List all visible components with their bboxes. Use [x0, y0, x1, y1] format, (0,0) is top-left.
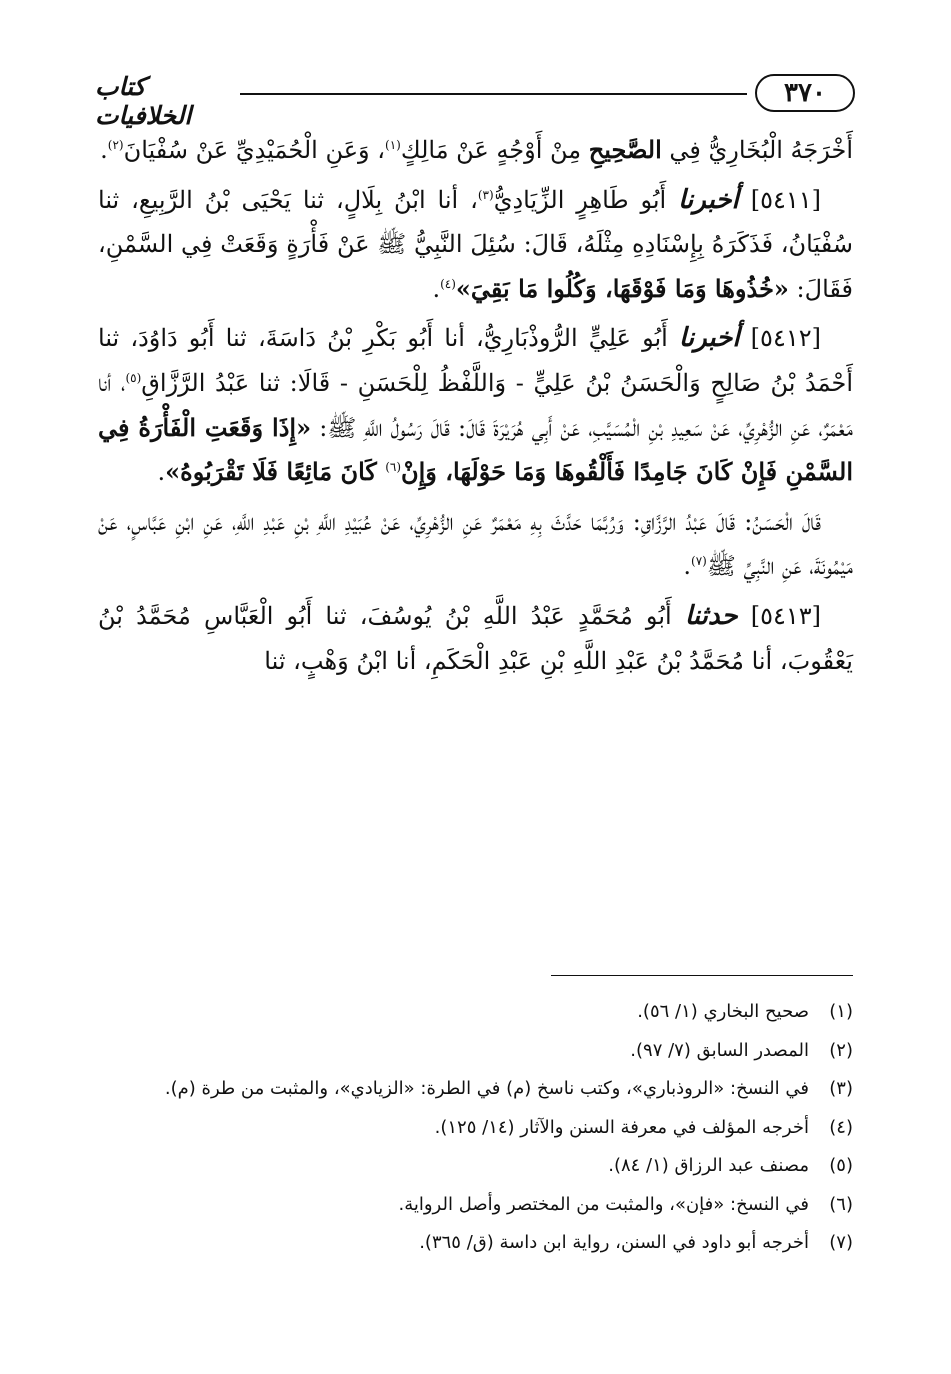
footnote-ref[interactable]: (٣): [477, 187, 494, 202]
footnote-text: في النسخ: «فإن»، والمثبت من المختصر وأصل الرواية.: [398, 1193, 809, 1215]
hadith-number: [٥٤١١]: [750, 185, 821, 214]
footnote-number: (٣): [829, 1078, 853, 1099]
paragraph-3: [98, 316, 853, 494]
footnote-text: مصنف عبد الرزاق (١/ ٨٤).: [608, 1155, 809, 1176]
book-title-bold: الصَّحِيحِ: [588, 135, 662, 164]
paragraph-text: ، أنا ابْنُ بِلَالٍ، ثنا يَحْيَى بْنُ الرَّبِيعِ، ثنا سُفْيَانُ، فَذَكَرَهُ بِإِسْنَادِهِ مِثْلَهُ، قَالَ: سُئِلَ النَّبِيُّ ﷺ عَنْ فَأْرَةٍ وَقَعَتْ فِي السَّمْنِ، فَقَالَ:: [98, 185, 853, 303]
footnote-number: (٢): [829, 1039, 853, 1061]
page-number: ٣٧٠: [755, 74, 855, 112]
footnote-text: المصدر السابق (٧/ ٩٧).: [630, 1039, 809, 1061]
footnote-separator: [551, 975, 853, 976]
footnote-ref[interactable]: (١): [385, 138, 401, 152]
hadith-number: [٥٤١٢]: [750, 324, 821, 353]
footnote-number: (٤): [829, 1116, 853, 1138]
footnote-ref[interactable]: (٥): [125, 370, 142, 385]
footnote-text: في النسخ: «الروذباري»، وكتب ناسخ (م) في الطرة: «الزيادي»، والمثبت من طرة (م).: [164, 1078, 809, 1099]
footnotes: [98, 1000, 853, 1270]
hadith-text-bold: كَانَ مَائِعًا فَلَا تَقْرَبُوهُ»: [165, 457, 386, 487]
paragraph-text: مِنْ أَوْجُهٍ عَنْ مَالِكٍ: [400, 136, 589, 164]
paragraph-2: [98, 178, 853, 312]
footnote-item: [98, 1193, 853, 1232]
paragraph-text: أَخْرَجَهُ الْبُخَارِيُّ فِي: [661, 136, 853, 164]
paragraph-text: .: [683, 552, 692, 581]
footnote-number: (٦): [829, 1193, 853, 1215]
chain-word: أخبرنا: [678, 184, 739, 215]
header-rule: [240, 93, 747, 95]
paragraph-text: أَبُو عَلِيٍّ الرُّوذْبَارِيُّ، أنا أَبُو بَكْرِ بْنُ دَاسَةَ، ثنا أَبُو دَاوُدَ، ثنا أَحْمَدُ بْنُ صَالِحٍ وَالْحَسَنُ بْنُ عَلِيٍّ - وَاللَّفْظُ لِلْحَسَنِ - قَالَا: ثنا عَبْدُ الرَّزَّاقِ: [98, 324, 853, 397]
main-text: [98, 128, 853, 688]
paragraph-text: .: [100, 136, 108, 164]
paragraph-text: ، وَعَنِ الْحُمَيْدِيِّ عَنْ سُفْيَانَ: [123, 136, 386, 164]
paragraph-text: .: [157, 458, 166, 487]
footnote-item: [98, 1000, 853, 1039]
footnote-text: أخرجه المؤلف في معرفة السنن والآثار (١٤/ ١٢٥).: [434, 1116, 809, 1138]
footnote-number: (١): [829, 1001, 853, 1022]
footnote-ref[interactable]: (٦): [385, 460, 402, 475]
footnote-item: [98, 1231, 853, 1270]
running-title: كتاب الخلافيات: [95, 72, 192, 130]
footnote-ref[interactable]: (٤): [440, 276, 456, 291]
paragraph-text: .: [432, 274, 441, 303]
footnote-text: أخرجه أبو داود في السنن، رواية ابن داسة (ق/ ٣٦٥).: [419, 1232, 809, 1253]
paragraph-1: [98, 128, 853, 173]
footnote-ref[interactable]: (٧): [691, 554, 707, 569]
hadith-text-bold: «إِذَا وَقَعَتِ الْفَأْرَةُ فِي السَّمْنِ فَإِنْ كَانَ جَامِدًا فَأَلْقُوهَا وَمَا حَوْلَهَا، وَإِنْ: [98, 412, 853, 487]
footnote-ref[interactable]: (٢): [107, 138, 124, 152]
paragraph-5: [98, 594, 853, 683]
footnote-item: [98, 1077, 853, 1116]
footnote-number: (٥): [829, 1155, 853, 1176]
chain-word: أخبرنا: [678, 323, 740, 354]
footnote-number: (٧): [829, 1232, 853, 1253]
footnote-item: [98, 1116, 853, 1155]
paragraph-text: أَبُو مُحَمَّدٍ عَبْدُ اللَّهِ بْنُ يُوسُفَ، ثنا أَبُو الْعَبَّاسِ مُحَمَّدُ بْنُ يَعْقُوبَ، أنا مُحَمَّدُ بْنُ عَبْدِ اللَّهِ بْنِ عَبْدِ الْحَكَمِ، أنا ابْنُ وَهْبٍ، ثنا: [98, 601, 853, 675]
footnote-text: صحيح البخاري (١/ ٥٦).: [637, 1001, 809, 1022]
paragraph-4: [98, 500, 853, 589]
hadith-text-bold: «خُذُوهَا وَمَا فَوْقَهَا، وَكُلُوا مَا بَقِيَ»: [455, 273, 789, 303]
footnote-item: [98, 1039, 853, 1078]
paragraph-text: قَالَ الْحَسَنُ: قَالَ عَبْدُ الرَّزَّاقِ: وَرُبَّمَا حَدَّثَ بِهِ مَعْمَرٌ عَنِ الزُّهْرِيِّ، عَنْ عُبَيْدِ اللَّهِ بْنِ عَبْدِ اللَّهِ، عَنِ ابْنِ عَبَّاسٍ، عَنْ مَيْمُونَةَ، عَنِ النَّبِيِّ ﷺ: [98, 507, 853, 581]
chain-word: حدثنا: [684, 600, 738, 631]
footnote-item: [98, 1154, 853, 1193]
paragraph-text: أَبُو طَاهِرٍ الزِّيَادِيُّ: [493, 185, 679, 214]
hadith-number: [٥٤١٣]: [750, 601, 821, 630]
page-header: [95, 70, 855, 130]
paragraph-text: ، أنا مَعْمَرٌ، عَنِ الزُّهْرِيِّ، عَنْ سَعِيدِ بْنِ الْمُسَيَّبِ، عَنْ أَبِي هُرَيْرَةَ قَالَ: قَالَ رَسُولُ اللَّهِ ﷺ:: [98, 368, 854, 442]
